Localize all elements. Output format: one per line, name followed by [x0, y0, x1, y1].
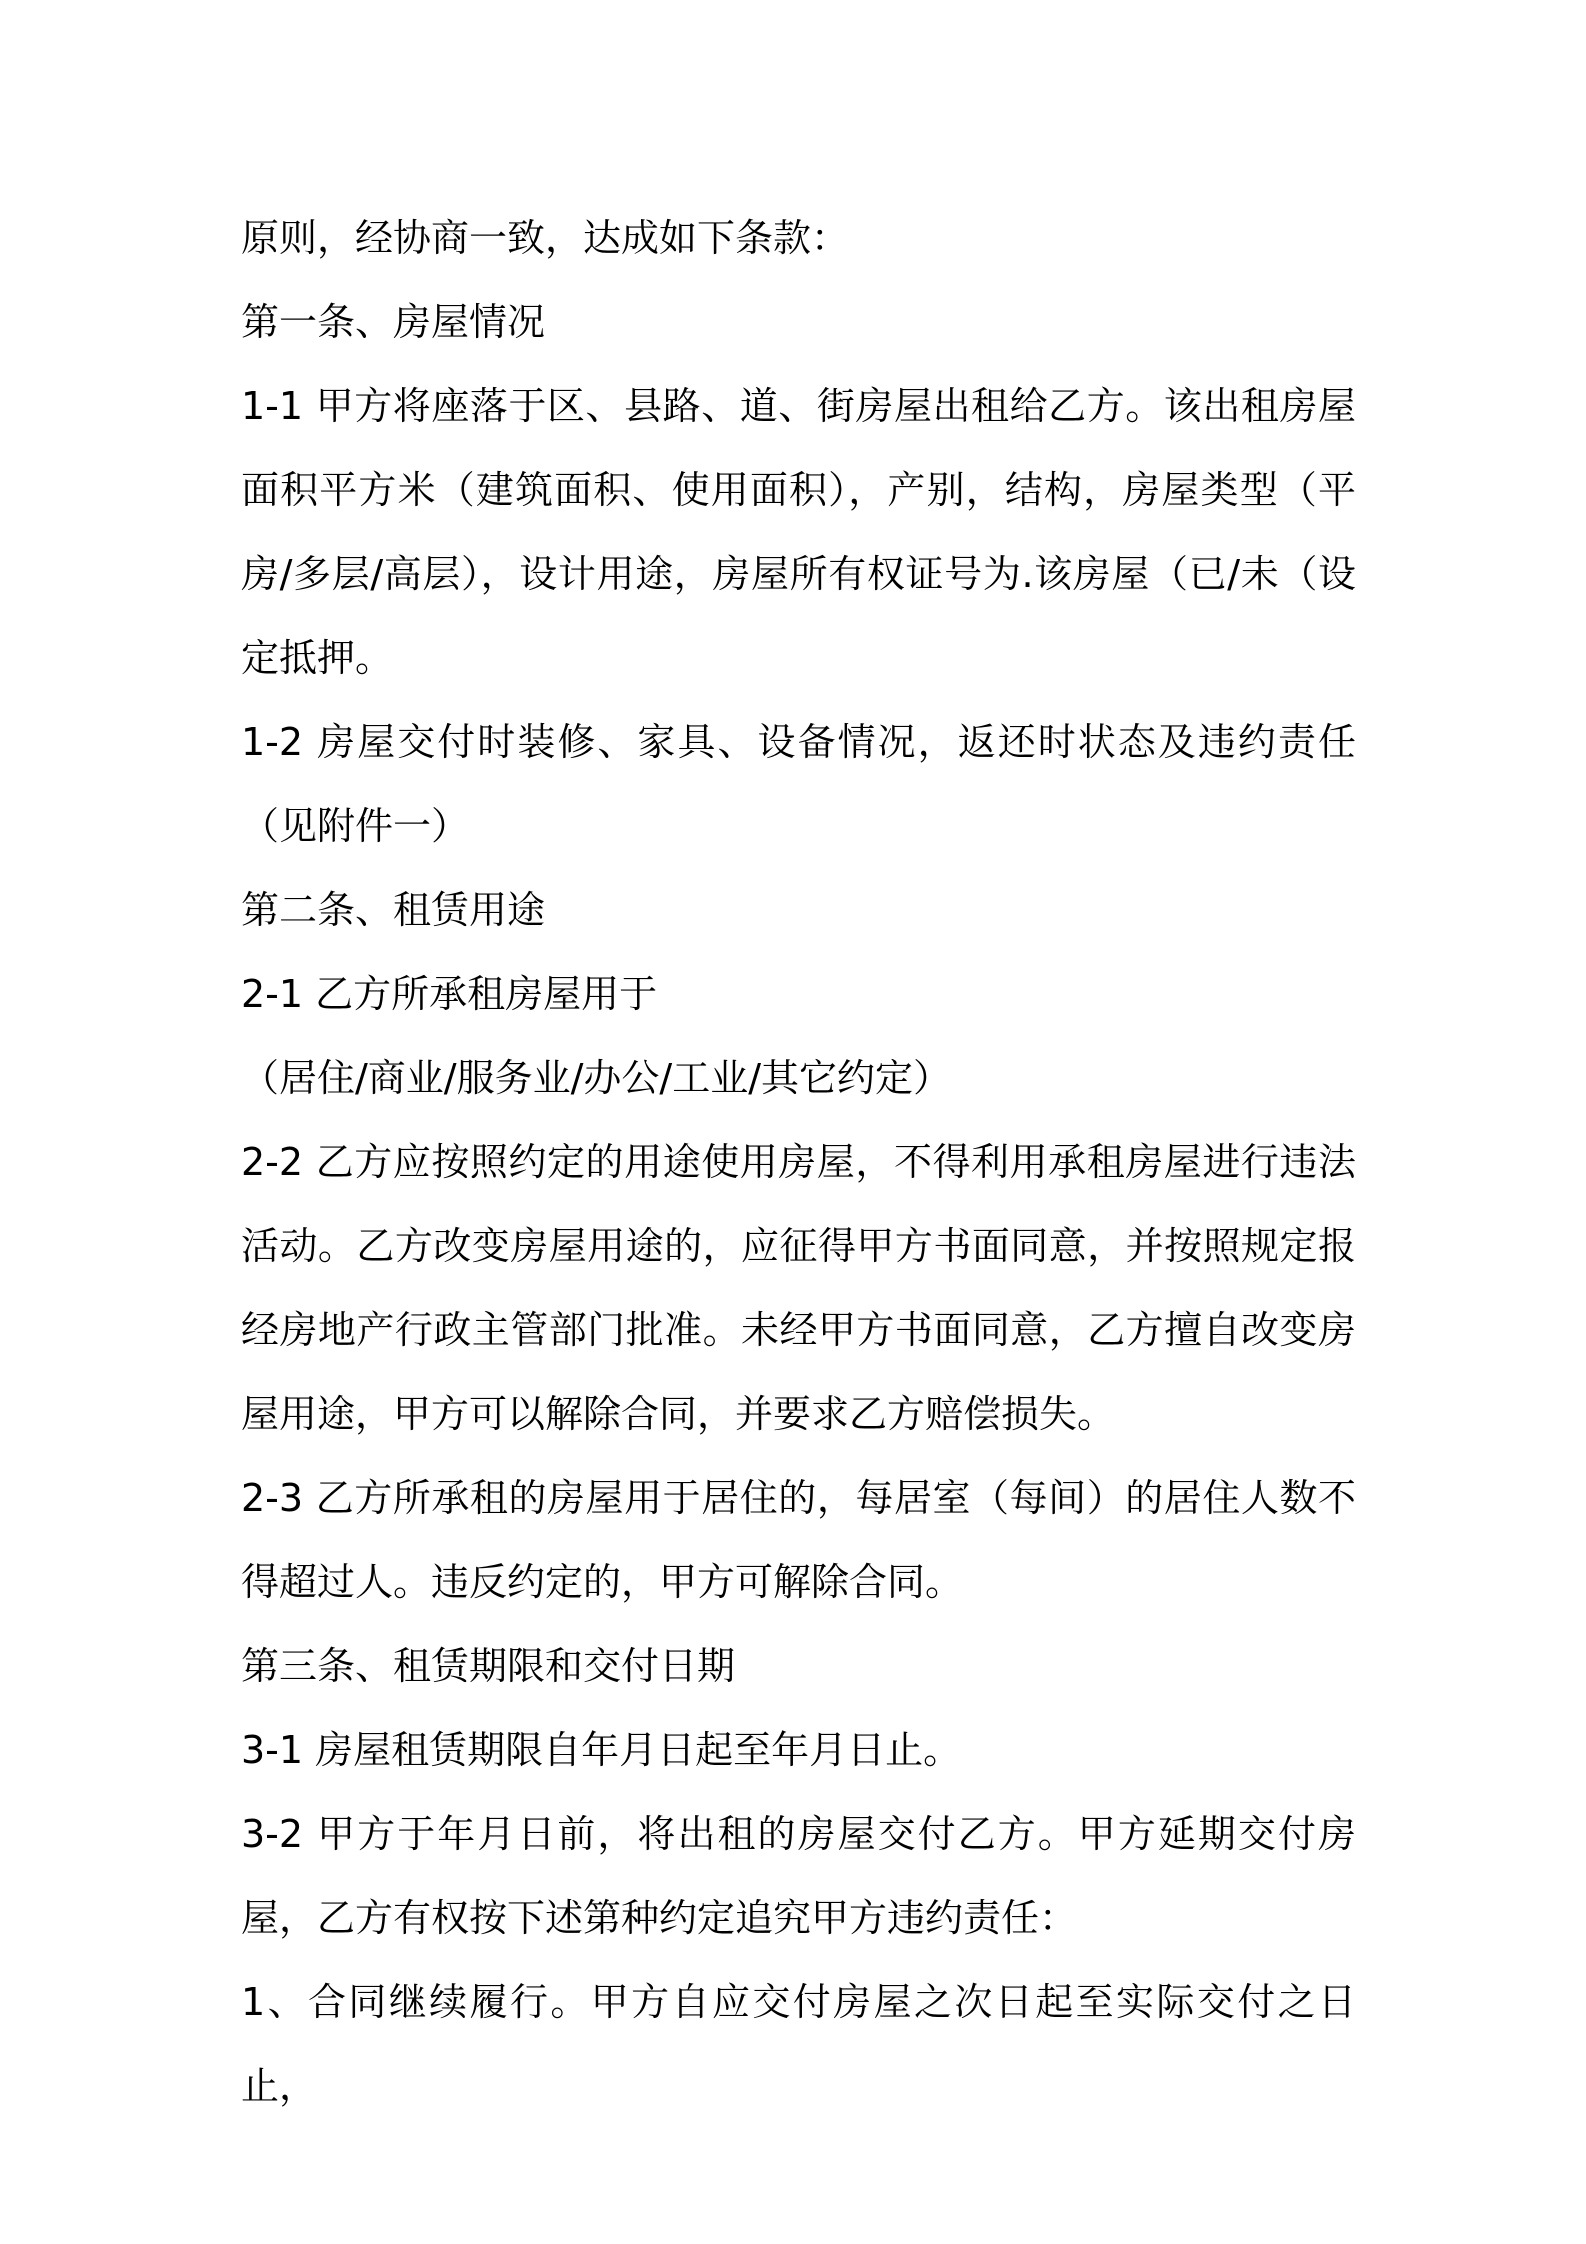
clause-2-2: 2-2 乙方应按照约定的用途使用房屋，不得利用承租房屋进行违法活动。乙方改变房屋用途的，应征得甲方书面同意，并按照规定报经房地产行政主管部门批准。未经甲方书面同意，乙方擅自改变房屋用途，甲方可以解除合同，并要求乙方赔偿损失。 — [241, 1140, 1356, 1436]
clause-2-1-options: （居住/商业/服务业/办公/工业/其它约定） — [241, 1056, 952, 1100]
paragraph-principle: 原则，经协商一致，达成如下条款： — [241, 216, 850, 260]
contract-body — [241, 196, 1356, 2128]
clause-3-1: 3-1 房屋租赁期限自年月日起至年月日止。 — [241, 1728, 962, 1772]
clause-2-3: 2-3 乙方所承租的房屋用于居住的，每居室（每间）的居住人数不得超过人。违反约定的，甲方可解除合同。 — [241, 1476, 1356, 1604]
article-1-heading: 第一条、房屋情况 — [241, 300, 546, 344]
clause-2-1: 2-1 乙方所承租房屋用于 — [241, 972, 658, 1016]
clause-1-2: 1-2 房屋交付时装修、家具、设备情况，返还时状态及违约责任（见附件一） — [241, 720, 1356, 848]
clause-3-2-option-1: 1、合同继续履行。甲方自应交付房屋之次日起至实际交付之日止， — [241, 1980, 1356, 2108]
clause-1-1: 1-1 甲方将座落于区、县路、道、街房屋出租给乙方。该出租房屋面积平方米（建筑面积、使用面积），产别，结构，房屋类型（平房/多层/高层），设计用途，房屋所有权证号为.该房屋（已/未（设定抵押。 — [241, 384, 1356, 680]
article-2-heading: 第二条、租赁用途 — [241, 888, 546, 932]
clause-3-2: 3-2 甲方于年月日前，将出租的房屋交付乙方。甲方延期交付房屋，乙方有权按下述第种约定追究甲方违约责任： — [241, 1812, 1356, 1940]
article-3-heading: 第三条、租赁期限和交付日期 — [241, 1644, 736, 1688]
